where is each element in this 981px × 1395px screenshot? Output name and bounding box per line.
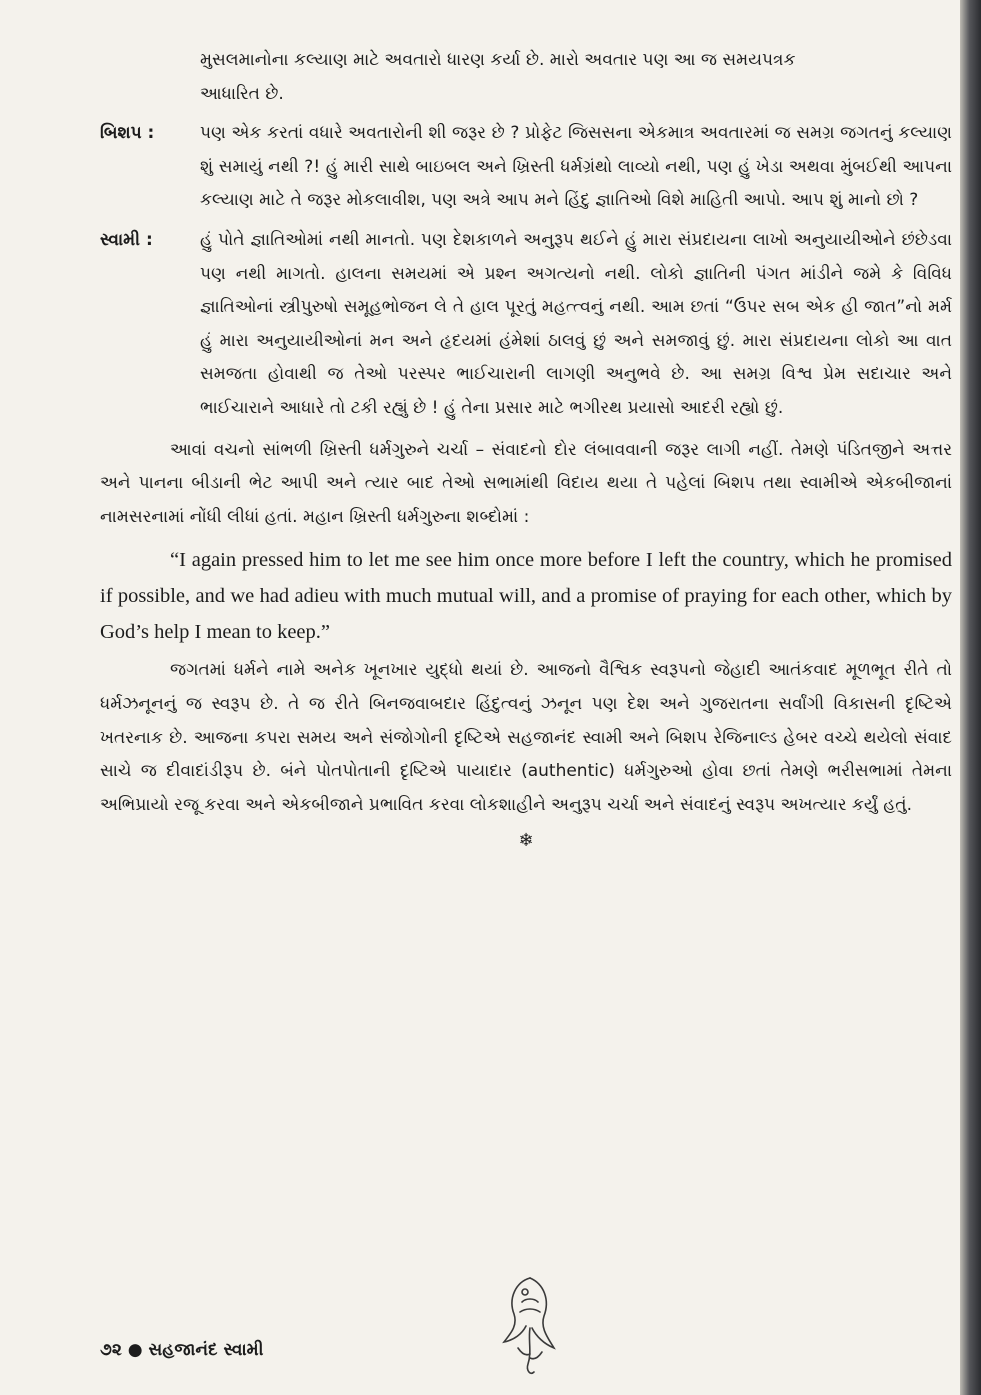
- book-spine-shadow: [960, 0, 981, 1395]
- running-title: સહજાનંદ સ્વામી: [148, 1340, 264, 1360]
- page-footer: [100, 1340, 263, 1360]
- paragraph-narration: આવાં વચનો સાંભળી ખ્રિસ્તી ધર્મગુરુને ચર્ચા – સંવાદનો દોર લંબાવવાની જરૂર લાગી નહીં. તેમણે પંડિતજીને અત્તર અને પાનના બીડાની ભેટ આપી અને ત્યાર બાદ તેઓ સભામાંથી વિદાય થયા તે પહેલાં બિશપ તથા સ્વામીએ એકબીજાનાં નામસરનામાં નોંધી લીધાં હતાં. મહાન ખ્રિસ્તી ધર્મગુરુના શબ્દોમાં :: [100, 439, 952, 527]
- bishop-speech: [100, 117, 952, 218]
- publisher-logo-icon: [492, 1268, 568, 1380]
- page-number: ૭૨: [100, 1340, 122, 1360]
- section-ornament-icon: ❄: [518, 830, 534, 852]
- swami-text: હું પોતે જ્ઞાતિઓમાં નથી માનતો. પણ દેશકાળને અનુરૂપ થઈને હું મારા સંપ્રદાયના લાખો અનુયાયીઓને છંછેડવા પણ નથી માગતો. હાલના સમયમાં એ પ્રશ્ન અગત્યનો નથી. લોકો જ્ઞાતિની પંગત માંડીને જમે કે વિવિધ જ્ઞાતિઓનાં સ્ત્રીપુરુષો સમૂહભોજન લે તે હાલ પૂરતું મહત્ત્વનું નથી. આમ છતાં “ઉપર સબ એક હી જાત”નો મર્મ હું મારા અનુયાયીઓનાં મન અને હૃદયમાં હંમેશાં ઠાલવું છું અને સમજાવું છું. મારા સંપ્રદાયના લોકો આ વાત સમજતા હોવાથી જ તેઓ પરસ્પર ભાઈચારાની લાગણી અનુભવે છે. આ સમગ્ર વિશ્વ પ્રેમ સદાચાર અને ભાઈચારાને આધારે તો ટકી રહ્યું છે ! હું તેના પ્રસાર માટે ભગીરથ પ્રયાસો આદરી રહ્યો છું.: [200, 229, 952, 418]
- speaker-swami: સ્વામી :: [100, 229, 153, 250]
- swami-speech: [100, 224, 952, 426]
- speaker-bishop: બિશપ :: [100, 123, 155, 144]
- bishop-text: પણ એક કરતાં વધારે અવતારોની શી જરૂર છે ? પ્રોફેટ જિસસના એકમાત્ર અવતારમાં જ સમગ્ર જગતનું કલ્યાણ શું સમાયું નથી ?! હું મારી સાથે બાઇબલ અને ખ્રિસ્તી ધર્મગ્રંથો લાવ્યો નથી, પણ હું ખેડા અથવા મુંબઈથી આપના કલ્યાણ માટે તે જરૂર મોકલાવીશ, પણ અત્રે આપ મને હિંદુ જ્ઞાતિઓ વિશે માહિતી આપો. આપ શું માનો છો ?: [200, 123, 952, 211]
- page-text: [100, 44, 952, 858]
- intro-line-1: મુસલમાનોના કલ્યાણ માટે અવતારો ધારણ કર્યા છે. મારો અવતાર પણ આ જ સમયપત્રક: [200, 50, 796, 70]
- english-quote: “I again pressed him to let me see him once more before I left the country, which he promised if possible, and we had adieu with much mutual will, and a promise of praying for each other, which by God’s help I mean to keep.”: [100, 549, 952, 644]
- paragraph-conclusion: જગતમાં ધર્મને નામે અનેક ખૂનખાર યુદ્ધો થયાં છે. આજનો વૈશ્વિક સ્વરૂપનો જેહાદી આતંકવાદ મૂળભૂત રીતે તો ધર્મઝનૂનનું જ સ્વરૂપ છે. તે જ રીતે બિનજવાબદાર હિંદુત્વનું ઝનૂન પણ દેશ અને ગુજરાતના સર્વાંગી વિકાસની દૃષ્ટિએ ખતરનાક છે. આજના કપરા સમય અને સંજોગોની દૃષ્ટિએ સહજાનંદ સ્વામી અને બિશપ રેજિનાલ્ડ હેબર વચ્ચે થયેલો સંવાદ સાચે જ દીવાદાંડીરૂપ છે. બંને પોતપોતાની દૃષ્ટિએ પાયાદાર (authentic) ધર્મગુરુઓ હોવા છતાં તેમણે ભરીસભામાં તેમના અભિપ્રાયો રજૂ કરવા અને એકબીજાને પ્રભાવિત કરવા લોકશાહીને અનુરૂપ ચર્ચા અને સંવાદનું સ્વરૂપ અખત્યાર કર્યું હતું.: [100, 660, 952, 815]
- footer-bullet: ●: [127, 1340, 143, 1360]
- intro-line-2: આધારિત છે.: [200, 83, 284, 104]
